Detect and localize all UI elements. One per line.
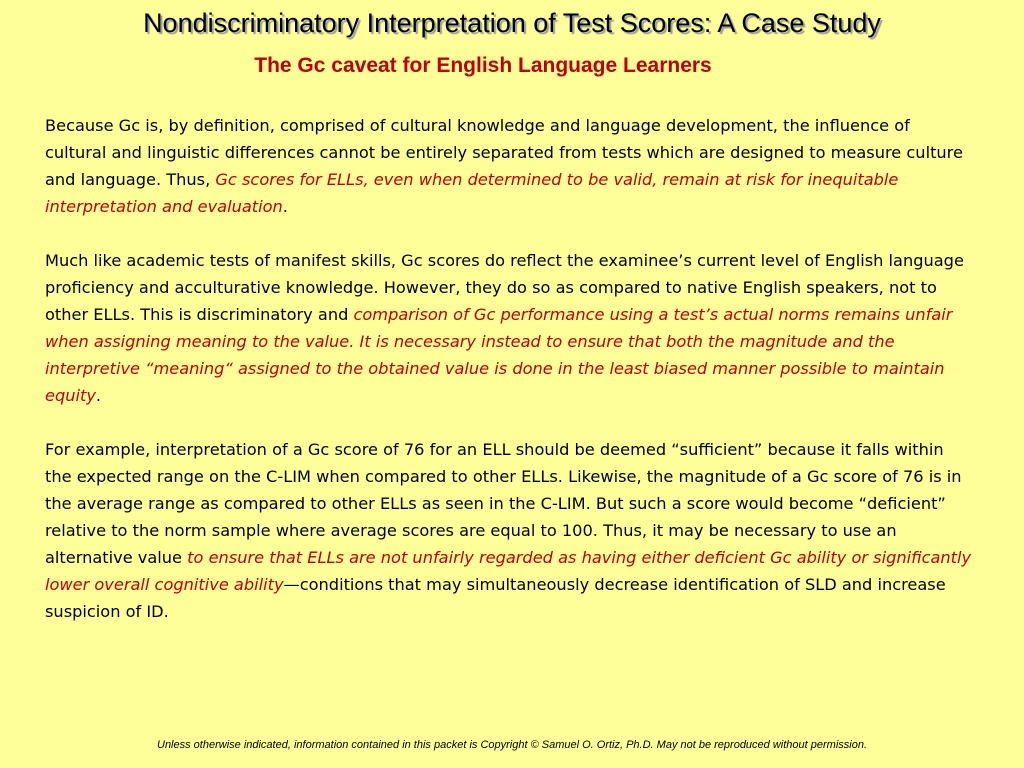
paragraph-gc-definition <box>45 112 975 220</box>
emphasis-text: to ensure that ELLs are not unfairly regarded as having either deficient Gc ability or significantly lower overall cognitive ability <box>45 548 972 594</box>
body-text <box>45 112 975 652</box>
paragraph-text: For example, interpretation of a Gc score of 76 for an ELL should be deemed “sufficient” because it falls within the expected range on the C-LIM when compared to other ELLs. Likewise, the magnitude of a Gc score of 76 is in the average range as compared to other ELLs as seen in the C-LIM. But such a score would become “deficient” relative to the norm sample where average scores are equal to 100. Thus, it may be necessary to use an alternative value <box>45 440 962 567</box>
paragraph-tail: —conditions that may simultaneously decrease identification of SLD and increase suspicion of ID. <box>45 575 946 621</box>
paragraph-norm-comparison <box>45 247 975 409</box>
paragraph-tail: . <box>282 197 288 216</box>
emphasis-text: comparison of Gc performance using a test’s actual norms remains unfair when assigning meaning to the value. It is necessary instead to ensure that both the magnitude and the interpretive “meaning“ assigned to the obtained value is done in the least biased manner possible to maintain equity <box>45 305 953 405</box>
slide-subtitle: The Gc caveat for English Language Learners <box>254 54 712 77</box>
paragraph-tail: . <box>95 386 102 405</box>
emphasis-text: Gc scores for ELLs, even when determined to be valid, remain at risk for inequitable interpretation and evaluation <box>45 170 899 216</box>
paragraph-example <box>45 436 975 625</box>
paragraph-text: Much like academic tests of manifest skills, Gc scores do reflect the examinee’s current level of English language proficiency and acculturative knowledge. However, they do so as compared to native English speakers, not to other ELLs. This is discriminatory and <box>45 251 964 324</box>
copyright-footer: Unless otherwise indicated, information contained in this packet is Copyright © Samuel O. Ortiz, Ph.D. May not be reproduced without permission. <box>157 739 867 751</box>
paragraph-text: Because Gc is, by definition, comprised of cultural knowledge and language development, the influence of cultural and linguistic differences cannot be entirely separated from tests which are designed to measure culture and language. Thus, <box>45 116 963 189</box>
slide-title: Nondiscriminatory Interpretation of Test Scores: A Case Study <box>143 8 881 38</box>
